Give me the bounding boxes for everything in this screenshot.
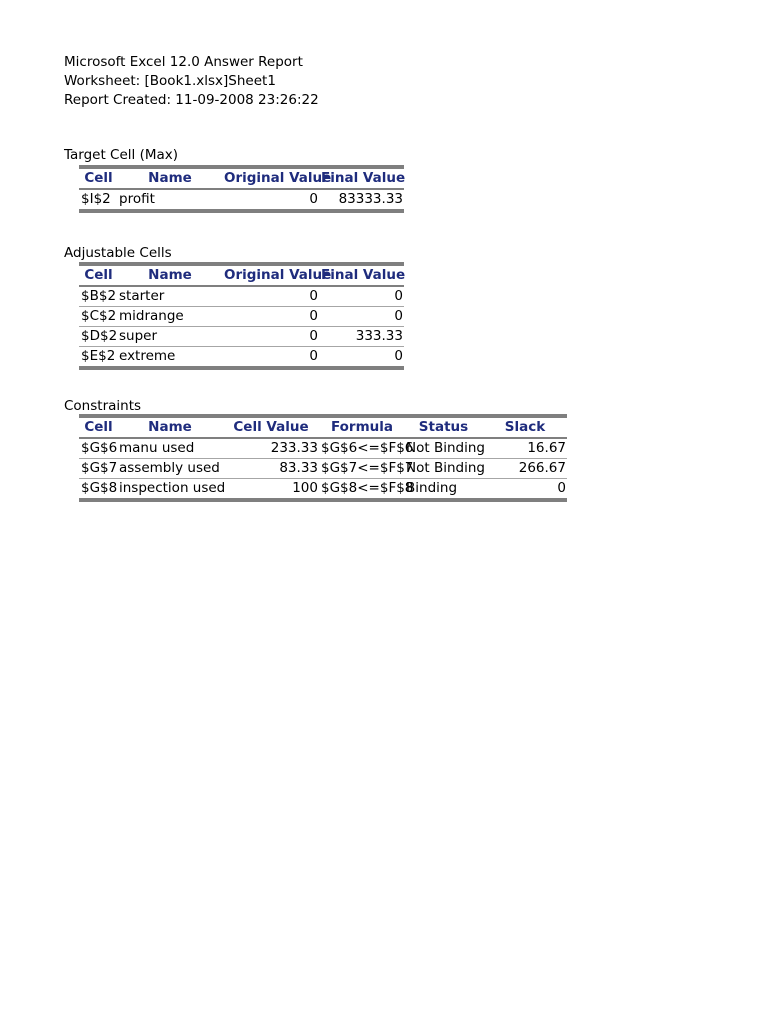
constraints-label: Constraints bbox=[64, 398, 142, 414]
formula: $G$6<=$F$6 bbox=[321, 440, 414, 456]
cell-name: inspection used bbox=[117, 479, 222, 501]
report-created-line: Report Created: 11-09-2008 23:26:22 bbox=[64, 92, 319, 108]
table-row bbox=[79, 459, 567, 479]
col-header-cell-value: Cell Value bbox=[222, 416, 319, 438]
col-header-slack: Slack bbox=[482, 416, 567, 438]
final-value: 83333.33 bbox=[319, 189, 404, 211]
cell-value: 100 bbox=[222, 479, 319, 501]
report-title: Microsoft Excel 12.0 Answer Report bbox=[64, 54, 303, 70]
col-header-cell: Cell bbox=[79, 416, 117, 438]
table-row bbox=[79, 438, 567, 459]
original-value: 0 bbox=[222, 327, 319, 347]
table-row bbox=[79, 286, 404, 307]
cell-ref: $G$6 bbox=[81, 440, 118, 456]
cell-value: 83.33 bbox=[222, 459, 319, 479]
table-header-row bbox=[79, 167, 404, 189]
original-value: 0 bbox=[222, 347, 319, 369]
col-header-cell: Cell bbox=[79, 264, 117, 286]
report-header bbox=[64, 53, 319, 110]
cell-ref: $D$2 bbox=[79, 327, 117, 347]
cell-ref: $G$7 bbox=[79, 459, 117, 479]
cell-value: 233.33 bbox=[270, 440, 318, 456]
cell-ref: $C$2 bbox=[79, 307, 117, 327]
final-value: 0 bbox=[394, 288, 403, 304]
constraints-table bbox=[79, 414, 567, 502]
cell-name: profit bbox=[117, 189, 222, 211]
original-value: 0 bbox=[222, 189, 319, 211]
table-row bbox=[79, 327, 404, 347]
formula: $G$7<=$F$7 bbox=[319, 459, 404, 479]
table-row bbox=[79, 479, 567, 501]
cell-ref: $E$2 bbox=[79, 347, 117, 369]
col-header-original-value: Original Value bbox=[222, 167, 319, 189]
cell-name: manu used bbox=[119, 440, 195, 456]
original-value: 0 bbox=[222, 307, 319, 327]
cell-name: super bbox=[117, 327, 222, 347]
col-header-status: Status bbox=[404, 416, 482, 438]
final-value: 0 bbox=[319, 347, 404, 369]
col-header-cell: Cell bbox=[79, 167, 117, 189]
adjustable-cells-table bbox=[79, 262, 404, 370]
worksheet-line: Worksheet: [Book1.xlsx]Sheet1 bbox=[64, 73, 276, 89]
slack: 266.67 bbox=[482, 459, 567, 479]
col-header-original-value: Original Value bbox=[222, 264, 319, 286]
col-header-formula: Formula bbox=[319, 416, 404, 438]
status: Not Binding bbox=[406, 440, 485, 456]
original-value: 0 bbox=[309, 288, 318, 304]
slack: 16.67 bbox=[527, 440, 566, 456]
status: Binding bbox=[404, 479, 482, 501]
table-row bbox=[79, 189, 404, 211]
col-header-final-value: Final Value bbox=[319, 264, 404, 286]
cell-name: extreme bbox=[117, 347, 222, 369]
cell-ref: $I$2 bbox=[79, 189, 117, 211]
cell-name: starter bbox=[119, 288, 165, 304]
cell-ref: $G$8 bbox=[79, 479, 117, 501]
col-header-name: Name bbox=[117, 416, 222, 438]
final-value: 0 bbox=[319, 307, 404, 327]
final-value: 333.33 bbox=[319, 327, 404, 347]
table-row bbox=[79, 307, 404, 327]
cell-ref: $B$2 bbox=[81, 288, 117, 304]
slack: 0 bbox=[482, 479, 567, 501]
col-header-name: Name bbox=[117, 264, 222, 286]
status: Not Binding bbox=[404, 459, 482, 479]
adjustable-cells-label: Adjustable Cells bbox=[64, 245, 172, 261]
cell-name: assembly used bbox=[117, 459, 222, 479]
table-row bbox=[79, 347, 404, 369]
target-cell-table bbox=[79, 165, 404, 213]
col-header-name: Name bbox=[117, 167, 222, 189]
table-header-row bbox=[79, 416, 567, 438]
cell-name: midrange bbox=[117, 307, 222, 327]
table-header-row bbox=[79, 264, 404, 286]
col-header-final-value: Final Value bbox=[319, 167, 404, 189]
target-cell-label: Target Cell (Max) bbox=[64, 147, 179, 163]
formula: $G$8<=$F$8 bbox=[319, 479, 404, 501]
